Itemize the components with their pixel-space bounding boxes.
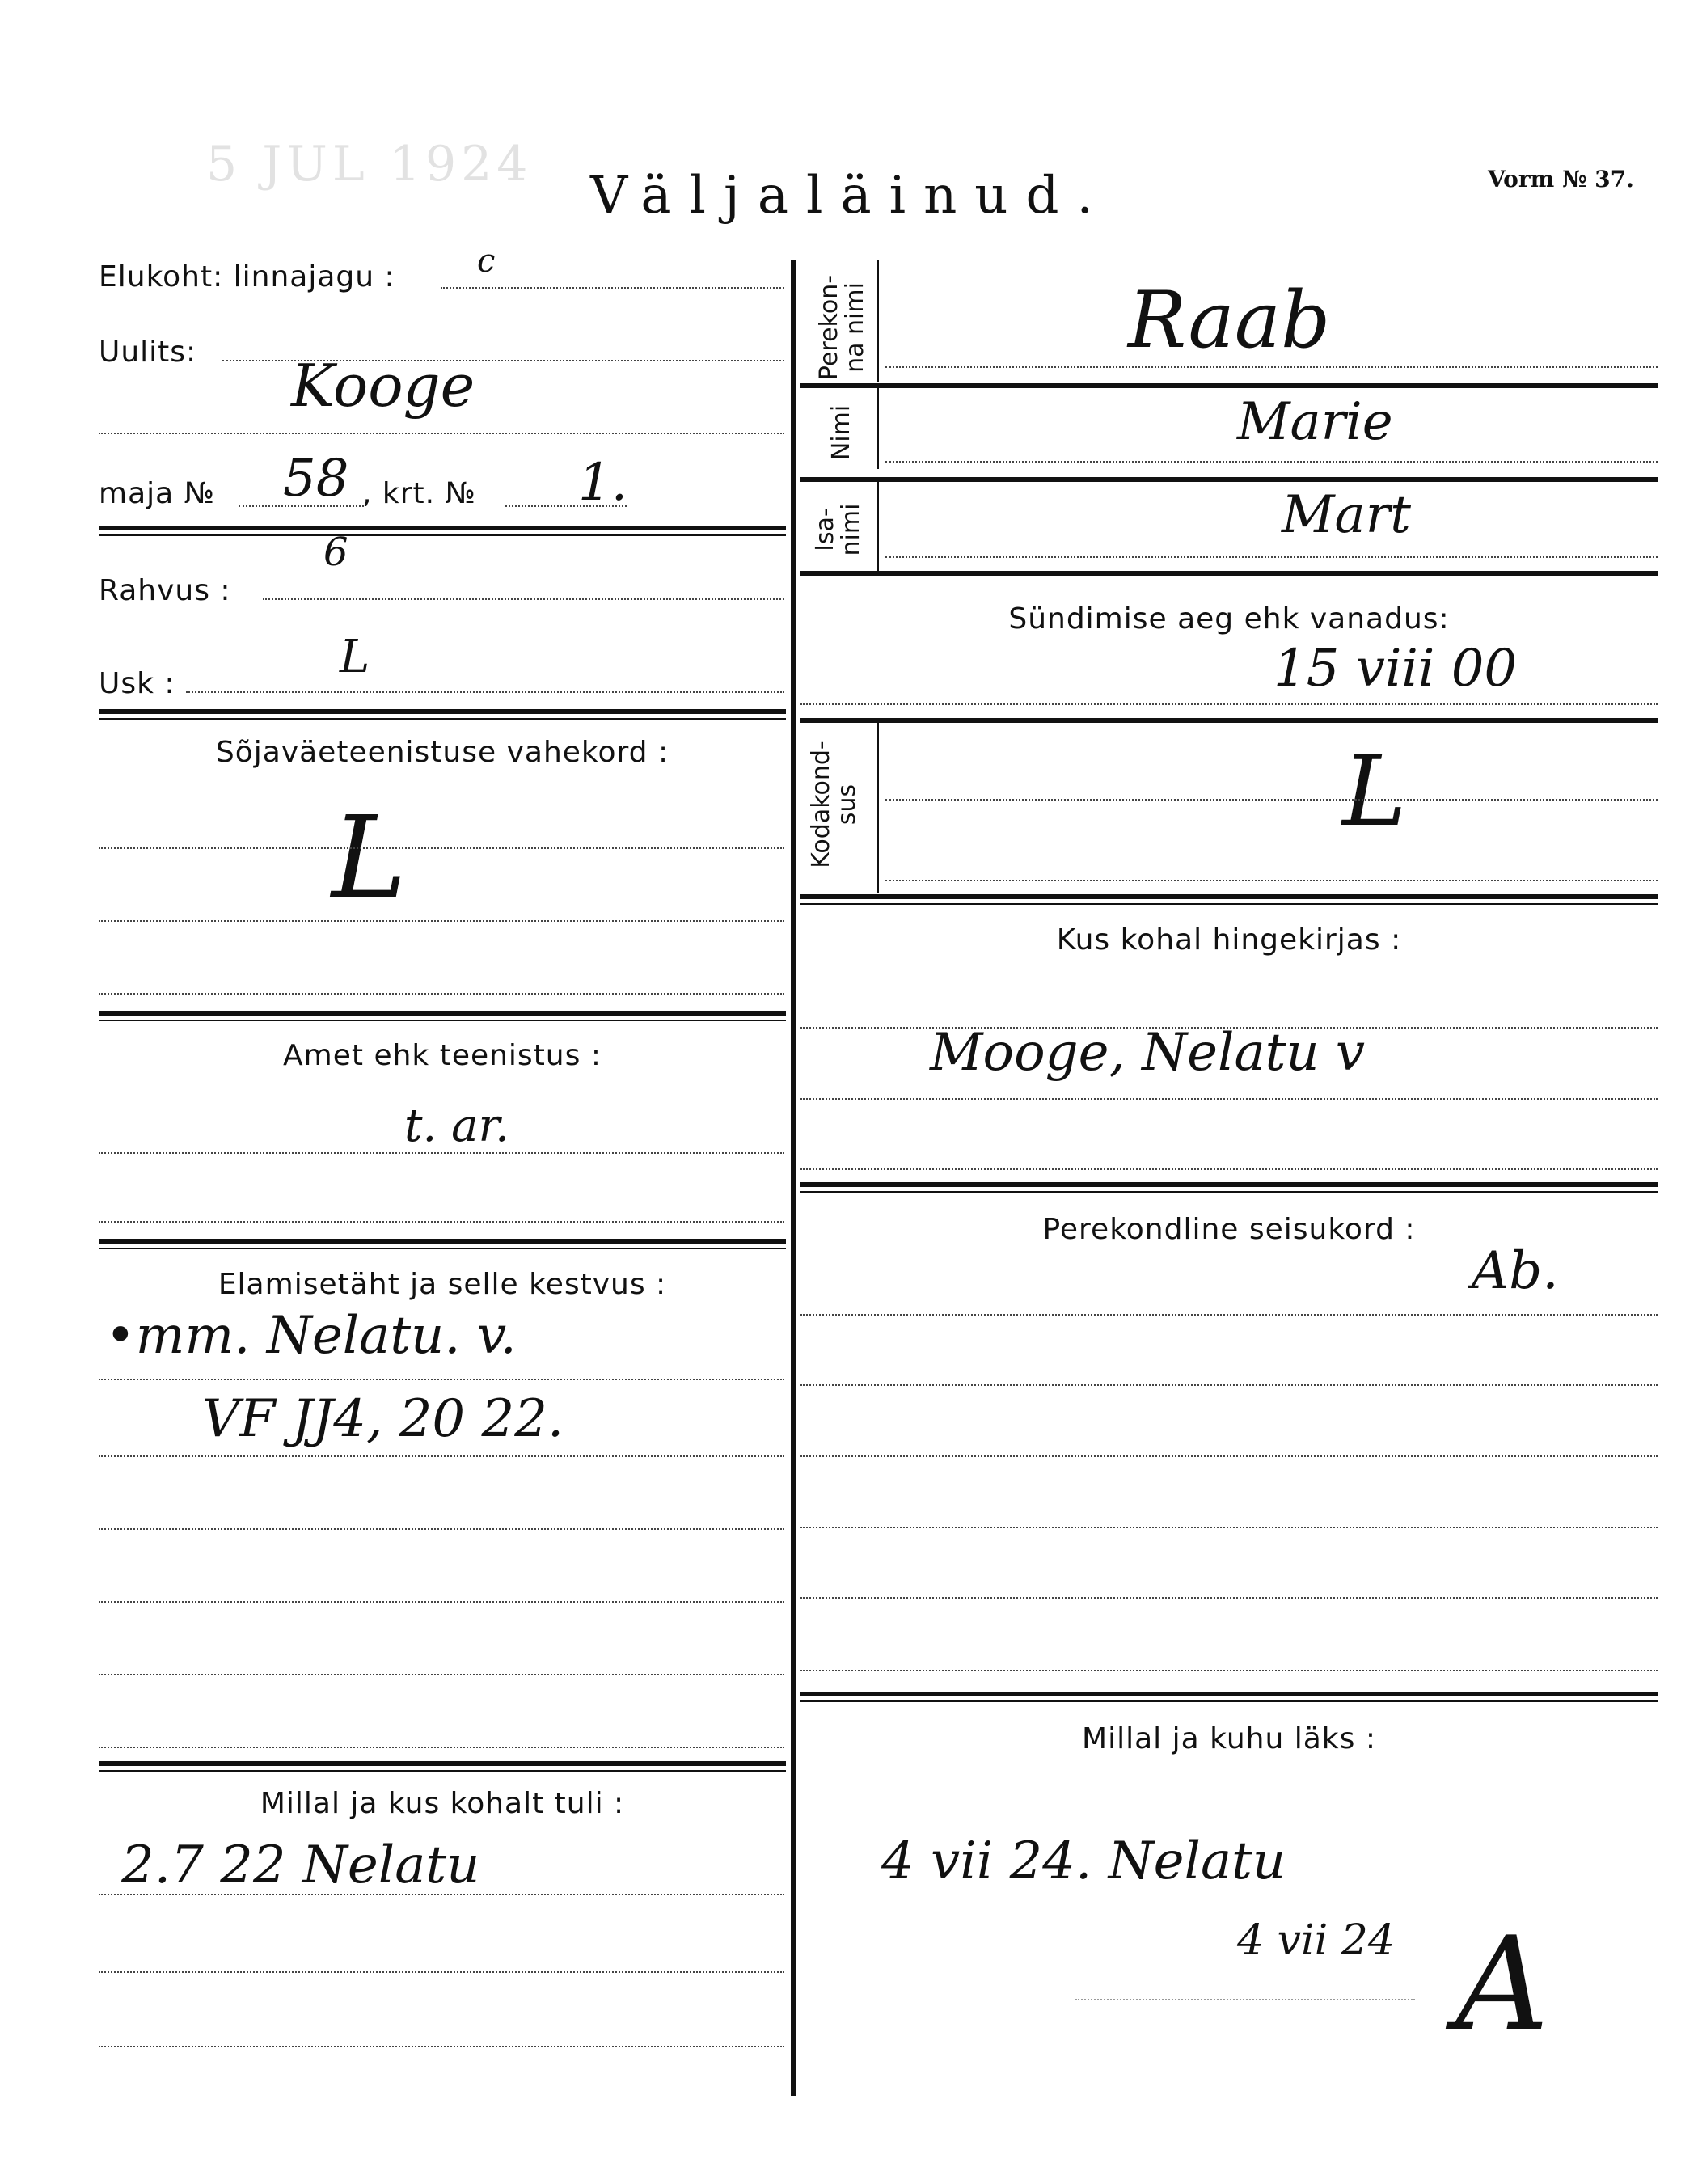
elamis-line-3 <box>99 1528 784 1530</box>
elamis-line-2 <box>99 1455 784 1457</box>
usk-line <box>186 691 784 693</box>
column-divider <box>791 260 796 2096</box>
hingekiri-line-2 <box>800 1098 1658 1100</box>
label-box-border-2 <box>877 388 879 469</box>
label-box-border-1 <box>877 260 879 382</box>
uulits-value: Kooge <box>291 352 475 420</box>
rule-right-6 <box>800 1182 1658 1187</box>
sojavae-label: Sõjaväeteenistuse vahekord : <box>215 736 669 769</box>
rule-right-7b <box>800 1700 1658 1702</box>
laks-value: 4 vii 24. Nelatu <box>881 1831 1286 1891</box>
perekondline-line-5 <box>800 1597 1658 1599</box>
elamis-line-6 <box>99 1747 784 1748</box>
rule-left-1b <box>99 534 786 536</box>
page-title: Väljaläinud. <box>590 166 1111 226</box>
elamis-value-1: •mm. Nelatu. v. <box>105 1306 517 1366</box>
sojavae-line-2 <box>99 920 784 922</box>
perekondline-line-4 <box>800 1527 1658 1528</box>
elamis-line-1 <box>99 1379 784 1380</box>
elukoht-value: c <box>477 243 496 280</box>
usk-value: L <box>340 631 370 683</box>
tuli-label: Millal ja kus kohalt tuli : <box>260 1787 625 1820</box>
hingekiri-line-3 <box>800 1168 1658 1170</box>
rule-left-1 <box>99 526 786 530</box>
rule-left-2 <box>99 709 786 714</box>
rule-right-3 <box>800 571 1658 576</box>
rahvus-label: Rahvus : <box>99 574 231 607</box>
sundimise-label: Sündimise aeg ehk vanadus: <box>1008 602 1450 636</box>
tuli-line-2 <box>99 1971 784 1973</box>
rahvus-value: 6 <box>323 530 348 575</box>
label-box-border-4 <box>877 723 879 893</box>
rule-left-5 <box>99 1761 786 1766</box>
elamis-label: Elamisetäht ja selle kestvus : <box>218 1268 667 1301</box>
perekonnanimi-value: Raab <box>1128 275 1331 365</box>
nimi-label: Nimi <box>827 404 855 461</box>
uulits-line-2 <box>99 433 784 434</box>
elamis-line-4 <box>99 1601 784 1603</box>
sundimise-line <box>800 703 1658 705</box>
perekonnanimi-line <box>885 366 1658 368</box>
rahvus-line <box>263 598 784 600</box>
tuli-value: 2.7 22 Nelatu <box>121 1835 480 1895</box>
krt-label: , krt. № <box>362 477 476 510</box>
laks-label: Millal ja kuhu läks : <box>1082 1722 1376 1755</box>
amet-line-1 <box>99 1152 784 1154</box>
perekondline-line-3 <box>800 1455 1658 1457</box>
rule-right-6b <box>800 1191 1658 1193</box>
sojavae-value: L <box>332 792 407 924</box>
perekondline-label: Perekondline seisukord : <box>1042 1213 1416 1246</box>
sojavae-line-1 <box>99 847 784 849</box>
rule-left-5b <box>99 1770 786 1772</box>
rule-right-5b <box>800 903 1658 905</box>
rule-left-3 <box>99 1011 786 1016</box>
date-stamp: 5 JUL 1924 <box>206 136 533 192</box>
laks-line-1 <box>1075 1999 1415 2000</box>
rule-left-4 <box>99 1239 786 1244</box>
perekondline-value: Ab. <box>1472 1241 1559 1301</box>
amet-value: t. ar. <box>404 1100 509 1152</box>
sojavae-line-3 <box>99 993 784 995</box>
rule-right-5 <box>800 894 1658 899</box>
perekondline-line-6 <box>800 1670 1658 1671</box>
rule-right-2 <box>800 477 1658 482</box>
rule-right-7 <box>800 1692 1658 1696</box>
tuli-line-3 <box>99 2046 784 2047</box>
elukoht-label: Elukoht: linnajagu : <box>99 260 395 294</box>
signature-mark: A <box>1455 1908 1549 2059</box>
elamis-value-2: VF JJ4, 20 22. <box>202 1389 564 1449</box>
kodakondsus-label: Kodakond- sus <box>807 741 861 868</box>
signoff-value: 4 vii 24 <box>1237 1916 1395 1965</box>
elukoht-line <box>441 287 784 289</box>
nimi-line <box>885 461 1658 463</box>
isanimi-label: Isa- nimi <box>811 503 865 556</box>
perekondline-line-1 <box>800 1314 1658 1316</box>
rule-left-3b <box>99 1020 786 1021</box>
rule-left-4b <box>99 1248 786 1249</box>
perekondline-line-2 <box>800 1384 1658 1386</box>
rule-right-4 <box>800 718 1658 723</box>
tuli-line-1 <box>99 1894 784 1895</box>
maja-value: 58 <box>283 449 349 509</box>
uulits-label: Uulits: <box>99 336 197 369</box>
kodakondsus-value: L <box>1342 736 1407 848</box>
usk-label: Usk : <box>99 667 175 700</box>
elamis-line-5 <box>99 1674 784 1675</box>
hingekiri-label: Kus kohal hingekirjas : <box>1056 923 1402 957</box>
hingekiri-value: Mooge, Nelatu v <box>930 1023 1366 1083</box>
maja-label: maja № <box>99 477 216 510</box>
nimi-value: Marie <box>1237 392 1393 452</box>
label-box-border-3 <box>877 482 879 571</box>
amet-label: Amet ehk teenistus : <box>283 1039 602 1072</box>
rule-right-1 <box>800 383 1658 388</box>
rule-left-2b <box>99 718 786 720</box>
krt-value: 1. <box>578 453 628 513</box>
sundimise-value: 15 viii 00 <box>1274 639 1518 699</box>
amet-line-2 <box>99 1221 784 1223</box>
perekonnanimi-label: Perekon- na nimi <box>815 274 869 381</box>
isanimi-value: Mart <box>1282 485 1411 545</box>
kodakondsus-line-2 <box>885 880 1658 881</box>
form-number: Vorm № 37. <box>1488 166 1634 192</box>
isanimi-line <box>885 556 1658 558</box>
kodakondsus-line-1 <box>885 799 1658 801</box>
